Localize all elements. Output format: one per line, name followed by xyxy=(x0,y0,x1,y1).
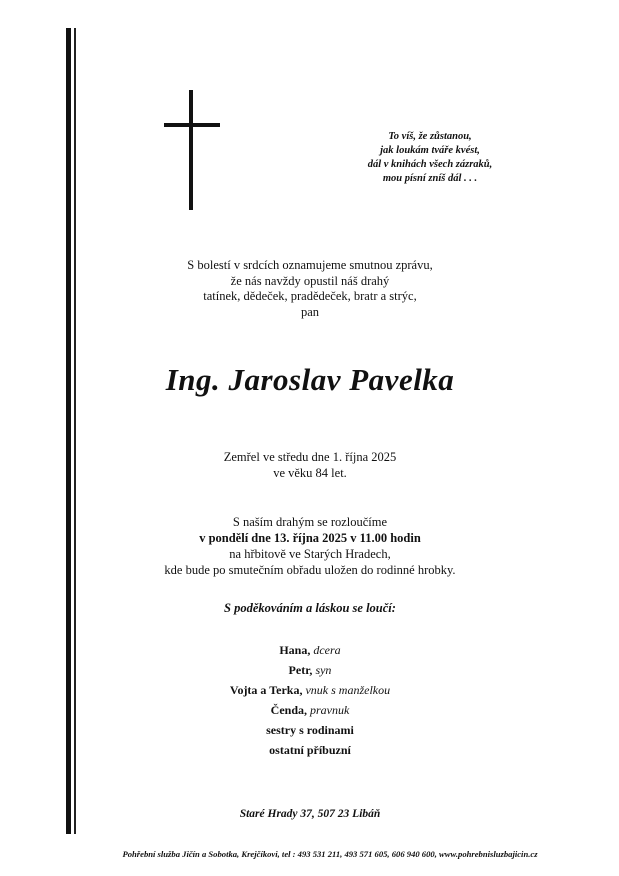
mourner-name: sestry s rodinami xyxy=(266,723,354,737)
funeral-info xyxy=(110,514,510,578)
funeral-line: S naším drahým se rozloučíme xyxy=(232,515,388,529)
mourner-relation: pravnuk xyxy=(310,703,350,717)
death-line: Zemřel ve středu dne 1. října 2025 xyxy=(223,450,397,464)
mourner-relation: dcera xyxy=(313,643,341,657)
mourner-name: Petr, xyxy=(288,663,313,677)
death-line: ve věku 84 let. xyxy=(273,465,347,480)
mourner-item xyxy=(160,660,460,680)
poem-line: mou písní zníš dál . . . xyxy=(382,173,478,184)
intro-line: S bolestí v srdcích oznamujeme smutnou zprávu, xyxy=(187,258,433,272)
mourner-item xyxy=(160,680,460,700)
funeral-service-footer: Pohřební služba Jičín a Sobotka, Krejčíkovi, tel : 493 531 211, 493 571 605, 606 940 600, www.pohrebnisluzbajicin.cz xyxy=(122,849,538,859)
mourner-name: Čenda, xyxy=(270,703,307,717)
mourner-name: Vojta a Terka, xyxy=(229,683,303,697)
mourning-border-thin xyxy=(74,28,76,834)
mourner-name: ostatní příbuzní xyxy=(269,743,351,757)
poem-line: To víš, že zůstanou, xyxy=(388,131,472,142)
poem xyxy=(360,130,500,186)
cross-icon xyxy=(164,90,220,210)
mourners-list xyxy=(160,640,460,760)
deceased-name: Ing. Jaroslav Pavelka xyxy=(165,362,455,397)
mourner-item xyxy=(160,720,460,740)
death-info xyxy=(160,450,460,481)
poem-line: jak loukám tváře kvést, xyxy=(380,145,480,156)
intro-line: tatínek, dědeček, pradědeček, bratr a strýc, xyxy=(203,289,417,303)
announcement-intro xyxy=(130,258,490,320)
mourner-item xyxy=(160,700,460,720)
mourner-relation: syn xyxy=(315,663,332,677)
address: Staré Hrady 37, 507 23 Libáň xyxy=(239,808,381,820)
mourner-item xyxy=(160,740,460,760)
intro-line: že nás navždy opustil náš drahý xyxy=(230,273,390,288)
funeral-date: v pondělí dne 13. října 2025 v 11.00 hodin xyxy=(199,531,421,545)
mourner-item xyxy=(160,640,460,660)
funeral-line: na hřbitově ve Starých Hradech, xyxy=(229,547,391,561)
mourner-name: Hana, xyxy=(279,643,311,657)
mourning-border-thick xyxy=(66,28,71,834)
intro-line: pan xyxy=(300,304,320,319)
funeral-line: kde bude po smutečním obřadu uložen do rodinné hrobky. xyxy=(164,563,456,577)
poem-line: dál v knihách všech zázraků, xyxy=(367,159,493,170)
mourner-relation: vnuk s manželkou xyxy=(305,683,391,697)
thanks-heading: S poděkováním a láskou se loučí: xyxy=(224,601,396,615)
